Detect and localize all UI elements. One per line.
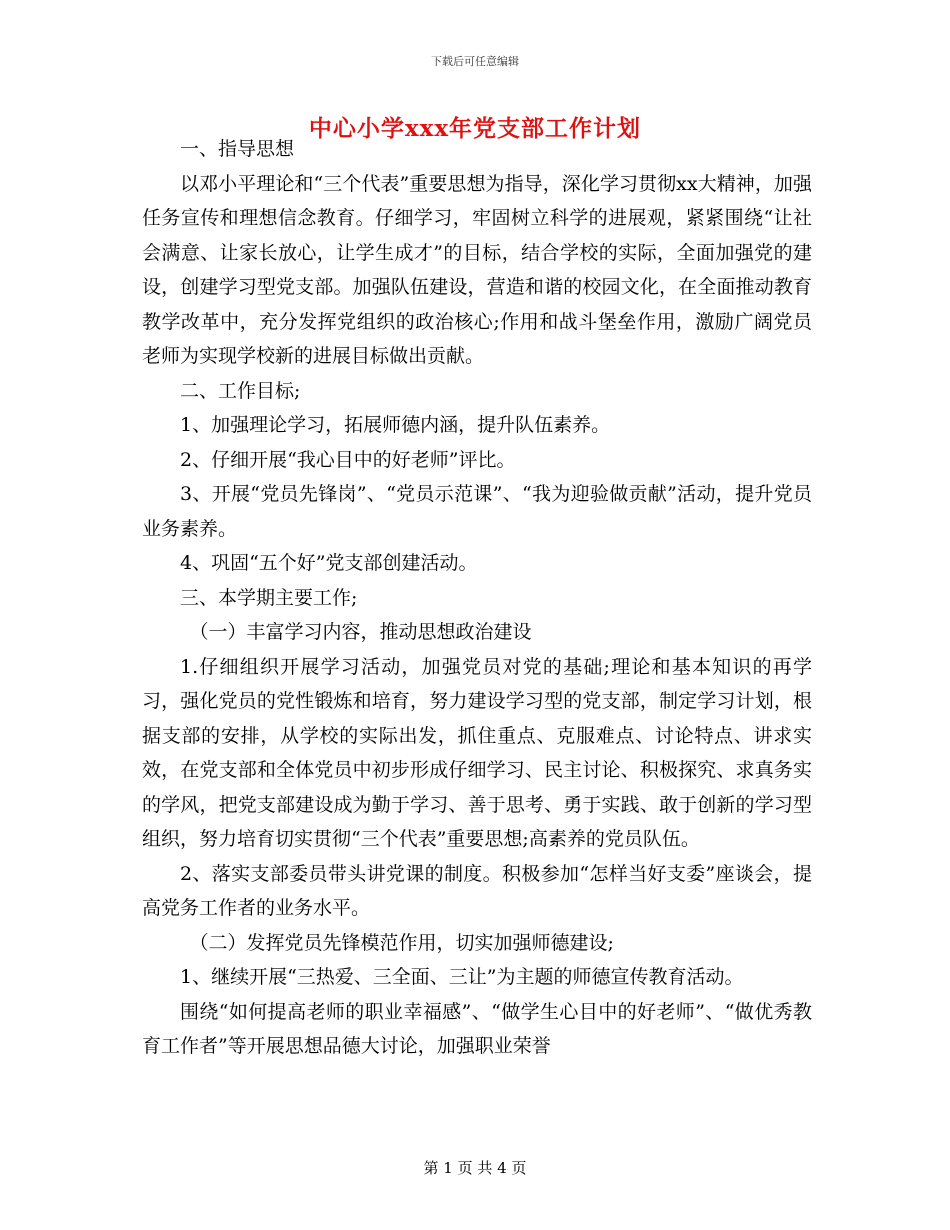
paragraph: 围绕“如何提高老师的职业幸福感”、“做学生心目中的好老师”、“做优秀教育工作者”等开展思想品德大讨论，加强职业荣誉 — [142, 1000, 812, 1057]
list-item: 1、加强理论学习，拓展师德内涵，提升队伍素养。 — [180, 414, 611, 436]
document-body — [142, 132, 812, 1064]
subsection-heading-2: （二）发挥党员先锋模范作用，切实加强师德建设; — [189, 931, 614, 954]
paragraph: 1、继续开展“三热爱、三全面、三让”为主题的师德宣传教育活动。 — [180, 966, 744, 988]
section-heading-2: 二、工作目标; — [180, 379, 301, 402]
paragraph: 2、落实支部委员带头讲党课的制度。积极参加“怎样当好支委”座谈会，提高党务工作者的业务水平。 — [142, 862, 812, 919]
page-number: 第 1 页 共 4 页 — [423, 1159, 527, 1177]
list-item: 4、巩固“五个好”党支部创建活动。 — [180, 552, 478, 574]
list-item: 2、仔细开展“我心目中的好老师”评比。 — [180, 448, 516, 471]
subsection-heading-1: （一）丰富学习内容，推动思想政治建设 — [189, 621, 532, 643]
paragraph: 以邓小平理论和“三个代表”重要思想为指导，深化学习贯彻xx大精神，加强任务宣传和理想信念教育。仔细学习，牢固树立科学的进展观，紧紧围绕“让社会满意、让家长放心，让学生成才”的目标，结合学校的实际，全面加强党的建设，创建学习型党支部。加强队伍建设，营造和谐的校园文化，在全面推动教育教学改革中，充分发挥党组织的政治核心;作用和战斗堡垒作用，激励广阔党员老师为实现学校新的进展目标做出贡献。 — [142, 172, 812, 367]
page-header-note: 下载后可任意编辑 — [431, 55, 519, 68]
section-heading-3: 三、本学期主要工作; — [180, 586, 358, 609]
section-heading-1: 一、指导思想 — [180, 138, 295, 160]
paragraph: 1.仔细组织开展学习活动，加强党员对党的基础;理论和基本知识的再学习，强化党员的党性锻炼和培育，努力建设学习型的党支部，制定学习计划，根据支部的安排，从学校的实际出发，抓住重点、克服难点、讨论特点、讲求实效，在党支部和全体党员中初步形成仔细学习、民主讨论、积极探究、求真务实的学风，把党支部建设成为勤于学习、善于思考、勇于实践、敢于创新的学习型组织，努力培育切实贯彻“三个代表”重要思想;高素养的党员队伍。 — [142, 655, 812, 850]
document-title: 中心小学xxx年党支部工作计划 — [308, 115, 642, 142]
list-item: 3、开展“党员先锋岗”、“党员示范课”、“我为迎验做贡献”活动，提升党员业务素养。 — [142, 483, 812, 540]
